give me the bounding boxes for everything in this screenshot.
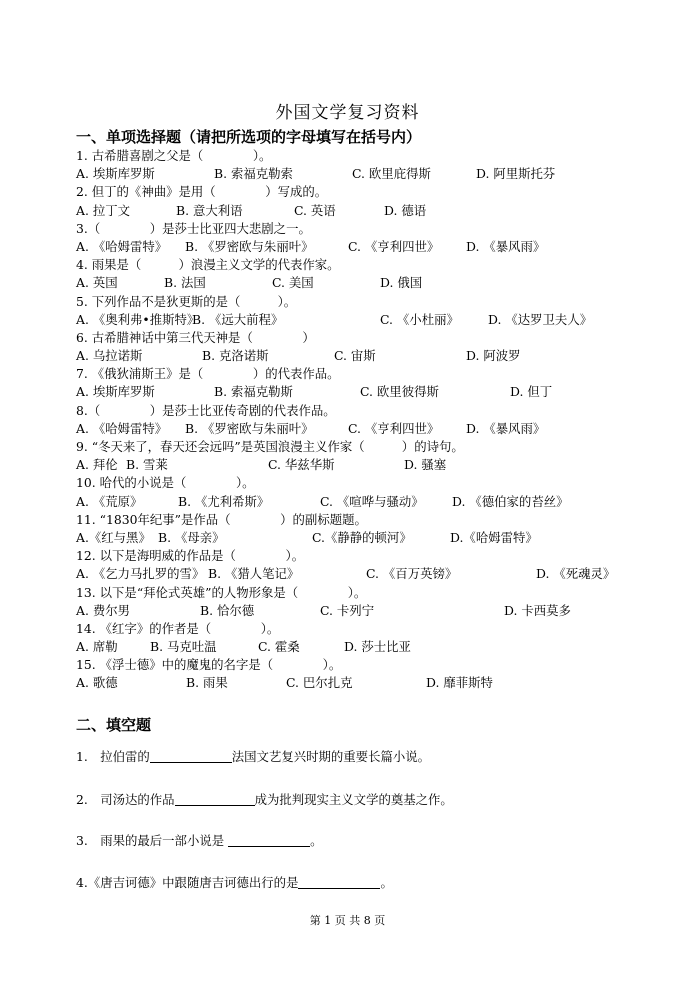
answer-options [76,420,636,438]
answer-option[interactable]: D. 《死魂灵》 [536,566,616,582]
answer-option[interactable]: D. 靡菲斯特 [426,675,493,691]
fill-in-item [76,790,453,808]
answer-options [76,274,636,292]
answer-option[interactable]: B. 克洛诺斯 [202,348,269,364]
answer-option[interactable]: B. 马克吐温 [150,639,217,655]
answer-blank[interactable] [175,792,255,806]
multiple-choice-list [76,147,636,693]
answer-option[interactable]: D. 《暴风雨》 [466,420,546,436]
answer-option[interactable]: A. 英国 [76,275,118,291]
answer-options [76,456,636,474]
question-text: 11. “1830年纪事”是作品（ ）的副标题题。 [76,511,367,527]
question-text: 10. 哈代的小说是（ ）。 [76,475,255,491]
answer-option[interactable]: A.《红与黑》 [76,529,151,545]
answer-option[interactable]: C. 《喧哗与骚动》 [320,493,424,509]
fill-in-text: 法国文艺复兴时期的重要长篇小说。 [231,749,431,764]
fill-in-text: 成为批判现实主义文学的奠基之作。 [254,792,453,807]
answer-option[interactable]: C. 宙斯 [334,348,376,364]
answer-option[interactable]: A. 《奥利弗•推斯特》 [76,311,200,327]
answer-option[interactable]: B. 《罗密欧与朱丽叶》 [185,238,314,254]
fill-in-item [76,831,322,849]
answer-option[interactable]: A. 费尔男 [76,602,130,618]
answer-blank[interactable] [228,833,310,847]
answer-option[interactable]: D. 骚塞 [404,457,447,473]
fill-in-item [76,873,393,891]
answer-option[interactable]: D.《哈姆雷特》 [450,529,538,545]
question-text: 13. 以下是“拜伦式英雄”的人物形象是（ ）。 [76,584,367,600]
answer-option[interactable]: A. 埃斯库罗斯 [76,166,155,182]
answer-option[interactable]: A. 《乞力马扎罗的雪》 [76,566,205,582]
question-text: 5. 下列作品不是狄更斯的是（ ）。 [76,293,297,309]
question-text: 2. 但丁的《神曲》是用（ ）写成的。 [76,184,328,200]
answer-option[interactable]: B. 索福克勒斯 [214,384,293,400]
answer-option[interactable]: A. 歌德 [76,675,118,691]
answer-option[interactable]: D. 《德伯家的苔丝》 [452,493,569,509]
question-text: 9. “冬天来了，春天还会远吗”是英国浪漫主义作家（ ）的诗句。 [76,439,464,454]
fill-in-text: 。 [310,833,323,848]
question-text: 8.（ ）是莎士比亚传奇剧的代表作品。 [76,402,336,418]
answer-blank[interactable] [150,749,232,763]
answer-option[interactable]: A. 乌拉诺斯 [76,348,143,364]
answer-option[interactable]: C.《静静的顿河》 [312,529,412,545]
answer-option[interactable]: B. 意大利语 [176,202,243,218]
page-number: 第 1 页 共 8 页 [309,914,386,927]
answer-option[interactable]: B. 索福克勒索 [214,166,293,182]
fill-in-text: 2. 司汤达的作品 [76,792,175,807]
answer-option[interactable]: D. 阿波罗 [466,348,521,364]
answer-option[interactable]: C. 《亨利四世》 [348,238,440,254]
answer-options [76,638,636,656]
answer-option[interactable]: B. 雪莱 [126,457,168,473]
answer-option[interactable]: C. 《亨利四世》 [348,420,440,436]
answer-option[interactable]: A. 席勒 [76,639,118,655]
answer-option[interactable]: A. 拜伦 [76,457,118,473]
answer-option[interactable]: C. 巴尔扎克 [286,675,353,691]
answer-option[interactable]: D. 德语 [384,202,427,218]
answer-blank[interactable] [298,875,380,889]
question-text: 4. 雨果是（ ）浪漫主义文学的代表作家。 [76,257,340,273]
section-heading-fill-in: 二、填空题 [76,716,152,734]
answer-option[interactable]: A. 埃斯库罗斯 [76,384,155,400]
answer-option[interactable]: C. 欧里庇得斯 [352,166,431,182]
fill-in-text: 3. 雨果的最后一部小说是 [76,833,229,848]
answer-option[interactable]: A. 《荒原》 [76,493,143,509]
answer-option[interactable]: A. 《哈姆雷特》 [76,238,168,254]
answer-options [76,529,636,547]
answer-option[interactable]: C. 英语 [294,202,336,218]
section-heading-multiple-choice: 一、单项选择题（请把所选项的字母填写在括号内） [76,128,422,146]
question-text: 12. 以下是海明威的作品是（ ）。 [76,548,305,564]
answer-options [76,383,636,401]
answer-option[interactable]: B. 《尤利希斯》 [178,493,270,509]
question-text: 6. 古希腊神话中第三代天神是（ ） [76,329,315,345]
answer-option[interactable]: A. 拉丁文 [76,202,130,218]
question-text: 14. 《红字》的作者是（ ）。 [76,620,280,636]
question-text: 1. 古希腊喜剧之父是（ ）。 [76,148,272,163]
question-text: 15. 《浮士德》中的魔鬼的名字是（ ）。 [76,657,342,673]
fill-in-text: 。 [380,875,393,890]
answer-option[interactable]: B. 《远大前程》 [192,311,284,327]
answer-option[interactable]: D. 但丁 [510,384,553,400]
answer-option[interactable]: B. 《猎人笔记》 [208,566,300,582]
answer-option[interactable]: C. 欧里彼得斯 [360,384,439,400]
answer-option[interactable]: D. 卡西莫多 [504,602,571,618]
answer-option[interactable]: D. 莎士比亚 [344,639,411,655]
answer-options [76,347,636,365]
answer-option[interactable]: B. 《罗密欧与朱丽叶》 [185,420,314,436]
answer-option[interactable]: D. 《暴风雨》 [466,238,546,254]
fill-in-item [76,747,430,765]
answer-option[interactable]: D. 俄国 [380,275,423,291]
answer-option[interactable]: A. 《哈姆雷特》 [76,420,168,436]
answer-options [76,165,636,183]
answer-options [76,311,636,329]
fill-in-text: 4.《唐吉诃德》中跟随唐吉诃德出行的是 [76,875,299,890]
answer-options [76,238,636,256]
answer-options [76,674,636,692]
answer-option[interactable]: B. 雨果 [186,675,228,691]
answer-options [76,202,636,220]
answer-option[interactable]: C. 美国 [272,275,314,291]
answer-option[interactable]: C. 卡列宁 [320,602,375,618]
fill-in-text: 1. 拉伯雷的 [76,749,150,764]
answer-options [76,493,636,511]
answer-option[interactable]: C. 华兹华斯 [268,457,335,473]
question-text: 7. 《俄狄浦斯王》是（ ）的代表作品。 [76,366,340,382]
answer-option[interactable]: D. 阿里斯托芬 [476,166,556,182]
answer-option[interactable]: C. 霍桑 [258,639,300,655]
answer-option[interactable]: D. 《达罗卫夫人》 [488,311,593,327]
answer-options [76,565,636,583]
answer-option[interactable]: B. 法国 [164,275,206,291]
answer-option[interactable]: C. 《小杜丽》 [380,311,459,327]
answer-option[interactable]: B. 《母亲》 [158,529,225,545]
answer-option[interactable]: B. 恰尔德 [200,602,255,618]
document-title: 外国文学复习资料 [275,103,420,123]
answer-options [76,602,636,620]
question-text: 3.（ ）是莎士比亚四大悲剧之一。 [76,220,311,236]
answer-option[interactable]: C. 《百万英镑》 [366,566,458,582]
